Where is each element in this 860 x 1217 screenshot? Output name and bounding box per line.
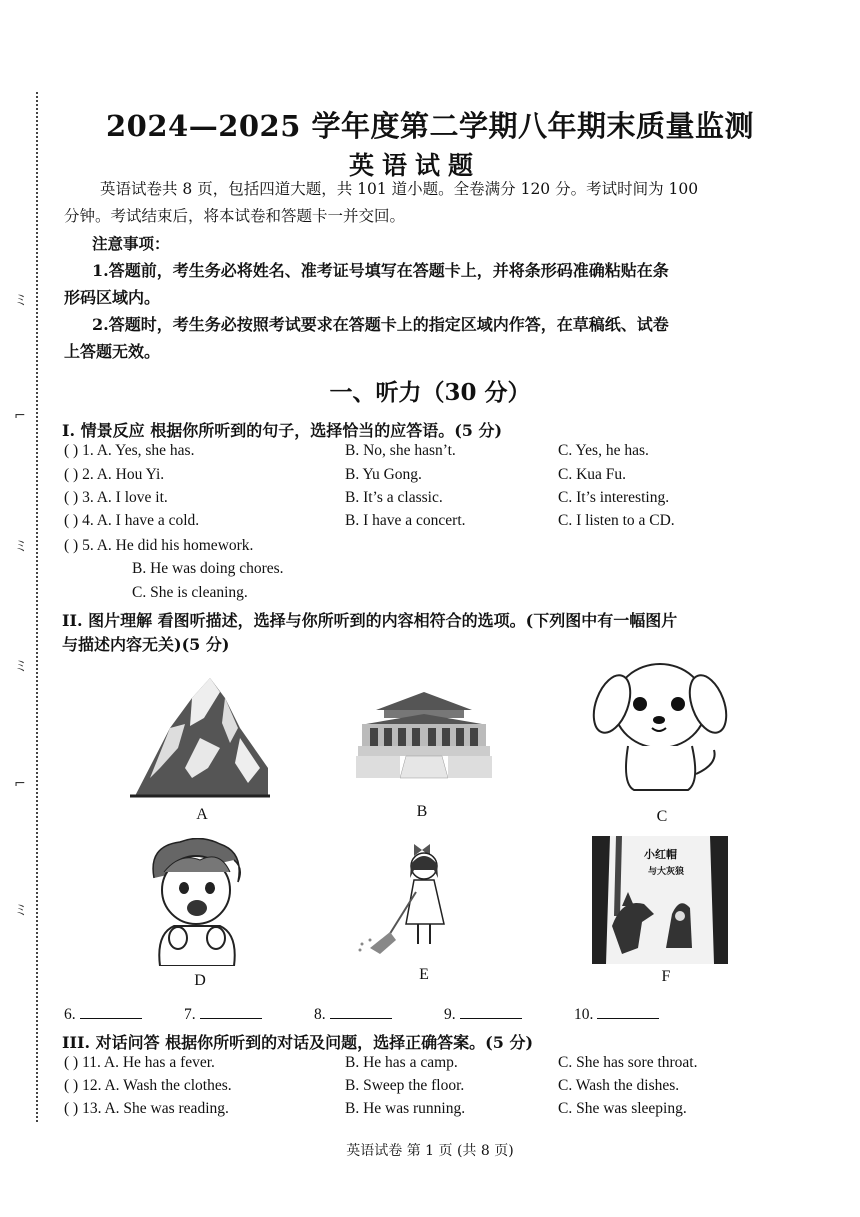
option-a[interactable]: ( ) 2. A. Hou Yi. [64,466,165,483]
picture-label: E [419,966,429,983]
margin-mark: ミ [14,539,28,555]
picture-label: D [194,972,206,989]
note-item: 1.答题前，考生务必将姓名、准考证号填写在答题卡上，并将条形码准确粘贴在条 [92,261,669,280]
option-c[interactable]: C. She is cleaning. [132,584,248,601]
question-row [64,1100,834,1124]
option-a[interactable]: ( ) 3. A. I love it. [64,489,168,506]
option-c[interactable]: C. She has sore throat. [558,1054,698,1071]
intro-line: 分钟。考试结束后，将本试卷和答题卡一并交回。 [64,207,406,225]
note-item: 2.答题时，考生务必按照考试要求在答题卡上的指定区域内作答，在草稿纸、试卷 [92,315,669,334]
option-b[interactable]: B. It’s a classic. [345,489,443,506]
option-a[interactable]: ( ) 4. A. I have a cold. [64,512,200,529]
option-c[interactable]: C. Wash the dishes. [558,1077,680,1094]
question-row [64,537,824,609]
margin-mark: ミ [14,659,28,675]
palace-picture [356,690,492,782]
answer-blank[interactable]: 9. [444,1004,522,1024]
part3-heading: III. 对话问答 根据你所听到的对话及问题，选择正确答案。(5 分) [62,1033,534,1052]
book-subtitle: 与大灰狼 [648,867,685,877]
option-c[interactable]: C. Kua Fu. [558,466,627,483]
question-row [64,1077,834,1101]
option-c[interactable]: C. She was sleeping. [558,1100,687,1117]
mountain-picture [130,668,270,800]
margin-mark: ⌐ [14,776,26,792]
picture-label: B [416,803,428,820]
margin-mark: ミ [14,293,28,309]
question-row [64,512,824,536]
option-c[interactable]: C. It’s interesting. [558,489,670,506]
picture-label: F [661,968,671,985]
binding-line [36,92,38,1122]
option-b[interactable]: B. He was running. [345,1100,466,1117]
page-footer: 英语试卷 第 1 页 (共 8 页) [346,1143,514,1159]
section-title: 一、听力（30 分） [329,379,531,406]
margin-mark: ⌐ [14,408,26,424]
sweeping-girl-picture [356,844,472,956]
option-c[interactable]: C. Yes, he has. [558,442,649,459]
margin-mark: ミ [14,903,28,919]
intro-line: 英语试卷共 8 页，包括四道大题，共 101 道小题。全卷满分 120 分。考试时间为 100 [100,180,699,198]
answer-blank[interactable]: 7. [184,1004,262,1024]
option-b[interactable]: B. Sweep the floor. [345,1077,465,1094]
answer-blank[interactable]: 10. [574,1004,659,1024]
question-row [64,1054,834,1078]
option-b[interactable]: B. Yu Gong. [345,466,422,483]
question-row [64,466,824,490]
book-title: 小红帽 [644,848,677,861]
notes-heading: 注意事项： [92,234,170,253]
option-a[interactable]: ( ) 5. A. He did his homework. [64,537,254,554]
book-cover-picture [592,836,728,964]
part2-heading: 与描述内容无关)(5 分) [62,635,230,654]
note-item: 上答题无效。 [64,342,161,361]
puppy-picture [592,654,728,796]
option-a[interactable]: ( ) 11. A. He has a fever. [64,1054,215,1071]
answer-blank[interactable]: 6. [64,1004,142,1024]
page-subtitle: 英语试题 [348,151,481,180]
option-b[interactable]: B. He was doing chores. [132,560,284,577]
question-row [64,442,824,466]
option-a[interactable]: ( ) 13. A. She was reading. [64,1100,229,1117]
option-b[interactable]: B. No, she hasn’t. [345,442,456,459]
option-a[interactable]: ( ) 12. A. Wash the clothes. [64,1077,232,1094]
picture-label: A [196,806,208,823]
option-c[interactable]: C. I listen to a CD. [558,512,675,529]
part1-heading: I. 情景反应 根据你所听到的句子，选择恰当的应答语。(5 分) [62,421,503,440]
answer-blank[interactable]: 8. [314,1004,392,1024]
crying-child-picture [140,838,250,966]
note-item: 形码区域内。 [64,288,161,307]
option-b[interactable]: B. I have a concert. [345,512,466,529]
part2-heading: II. 图片理解 看图听描述，选择与你所听到的内容相符合的选项。(下列图中有一幅图片 [62,611,678,630]
page-title: 2024—2025 学年度第二学期八年期末质量监测 [105,109,755,143]
question-row [64,489,824,513]
picture-label: C [656,808,668,825]
option-b[interactable]: B. He has a camp. [345,1054,458,1071]
option-a[interactable]: ( ) 1. A. Yes, she has. [64,442,195,459]
